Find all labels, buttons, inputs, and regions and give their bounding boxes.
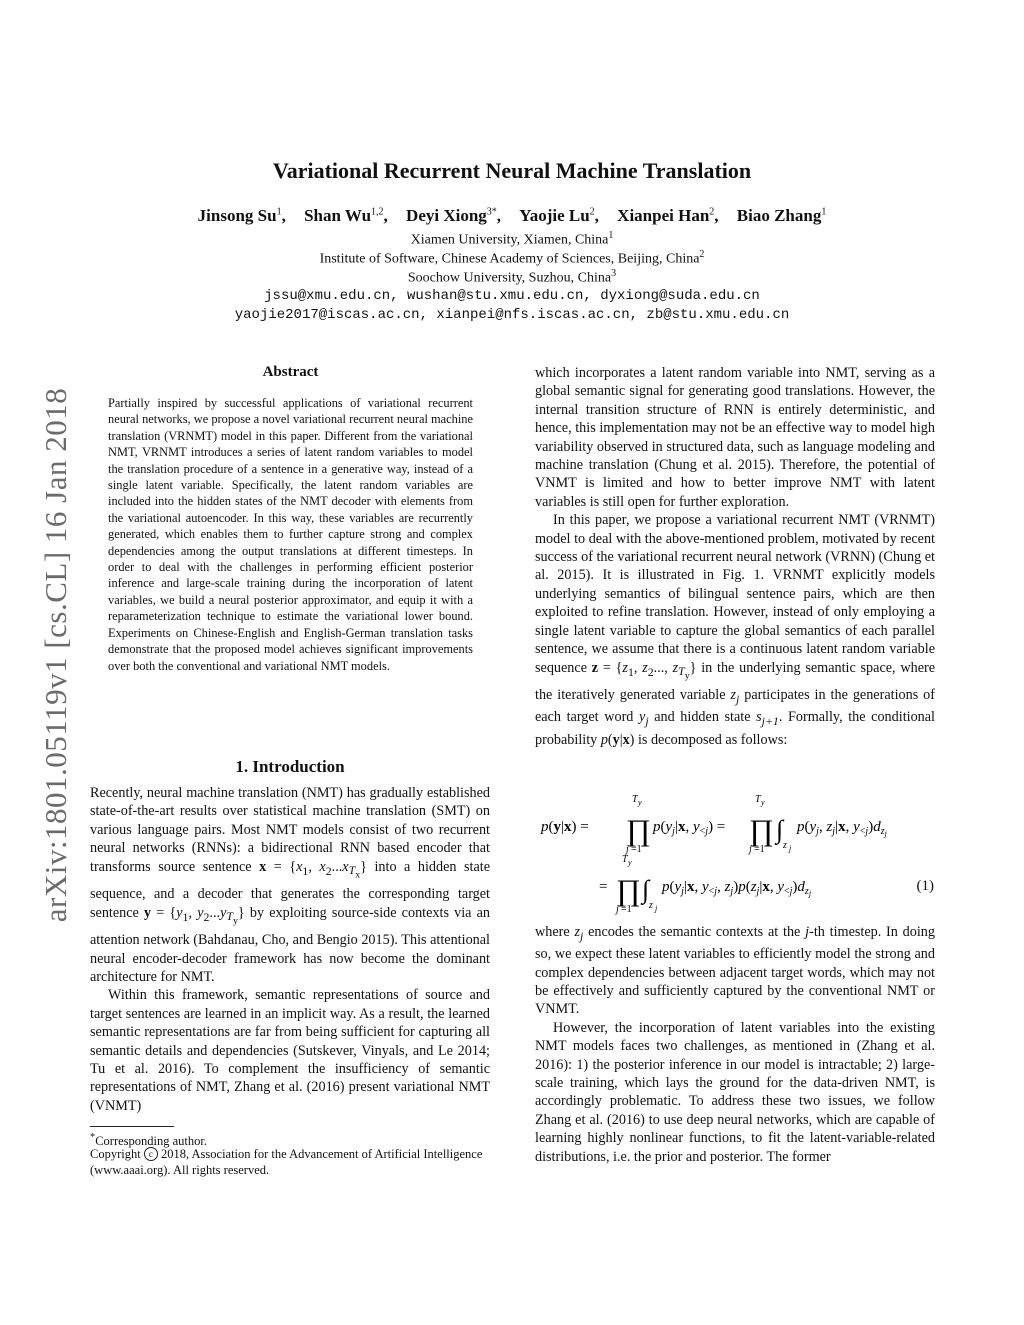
intro-paragraph: In this paper, we propose a variational recurrent NMT (VRNMT) model to deal with the above-mentioned problem, motivated by recent success of the variational recurrent neural network (VRNN) (Chung et al. 2015). It is illustrated in Fig. 1. VRNMT explicitly models underlying semantics of bilingual sentence pairs, which are then exploited to refine translation. However, instead of only employing a single latent variable to capture the global semantics of each parallel sentence, we assume that there is a continuous latent random variable sequence $z = \{z_1$, $z_2$..., $z_{T_y}$} in the underlying semantic space, where the iteratively generated variable $z_j$ participates in the generations of each target word $y_j$ and hidden state $s_{j+1}$. Formally, the conditional probability p(y|x) is decomposed as follows: [535, 512, 936, 748]
svg-text:y: y [638, 798, 642, 807]
footnote-rule [90, 1126, 174, 1127]
author: Xianpei Han$^2$, [617, 206, 719, 225]
svg-text:p(yj|x, y<j, zj)p(zj|x, y<j)dz: $p(y_j|x$, $y_{<j}$, $z_j)p(z_j|x$, $y_{<j})d_zj$ [662, 879, 812, 898]
svg-text:=1: =1 [754, 844, 765, 855]
arxiv-sidebar-stamp: arXiv:1801.05119v1 [cs.CL] 16 Jan 2018 [38, 387, 73, 923]
footnote-corresponding: *Corresponding author. [90, 1132, 207, 1149]
email-line[interactable]: yaojie2017@iscas.ac.cn, xianpei@nfs.iscas.ac.cn, zb@stu.xmu.edu.cn [234, 307, 790, 323]
author: Biao Zhang$^1$ [736, 206, 827, 225]
affiliation: Soochow University, Suzhou, China$^3$ [407, 268, 617, 286]
author: Yaojie Lu$^2$, [519, 206, 599, 225]
svg-text:j: j [616, 904, 619, 915]
svg-text:j: j [789, 844, 792, 853]
intro-paragraph: However, the incorporation of latent variables into the existing NMT models faces two challenges, as mentioned in (Zhang et al. 2016): 1) the posterior inference in our model is intractable; 2) large-scale training, which lays the ground for the data-driven NMT, is accordingly problematic. To address these two issues, we follow Zhang et al. (2016) to use deep neural networks, which are capable of learning highly nonlinear functions, to fit the latent-variable-related distributions, i.e. the prior and posterior. The former [535, 1019, 935, 1165]
left-column-body [90, 784, 490, 1115]
equation-number: (1) [916, 878, 934, 894]
author-list [0, 206, 1024, 226]
footnote-copyright: Copyright c 2018, Association for the Advancement of Artificial Intelligence (www.aaai.org). All rights reserved. [90, 1147, 483, 1177]
svg-text:=1: =1 [621, 904, 632, 915]
intro-paragraph: which incorporates a latent random variable into NMT, serving as a global semantic signal for generating good translations. However, the internal transition structure of RNN is entirely deterministic, and hence, this implementation may not be an effective way to model high variability observed in structured data, such as language modeling and machine translation (Chung et al. 2015). Therefore, the potential of VNMT is limited and how to better improve NMT with latent variables is still open for further exploration. [535, 365, 935, 510]
email-line[interactable]: jssu@xmu.edu.cn, wushan@stu.xmu.edu.cn, dyxiong@suda.edu.cn [264, 288, 760, 304]
intro-paragraph: where $z_j$ encodes the semantic contexts at the j-th timestep. In doing so, we expect these latent variables to efficiently model the strong and complex dependencies between adjacent target words, which may not be effectively and sufficiently captured by the conventional NMT or VNMT. [535, 924, 935, 1018]
right-column-body-top [535, 364, 935, 749]
equation-1 [535, 790, 935, 920]
intro-paragraph: Recently, neural machine translation (NMT) has gradually established state-of-the-art results over statistical machine translation (SMT) on various language pairs. Most NMT models consist of two recurrent neural networks (RNNs): a bidirectional RNN based encoder that transforms source sentence $x = \{x_1$, $x_2...x_{T_x}$} into a hidden state sequence, and a decoder that generates the corresponding target sentence $y = \{y_1$, $y_2...y_{T_y}$} by exploiting source-side contexts via an attention network (Bahdanau, Cho, and Bengio 2015). This attentional neural encoder-decoder framework has now become the dominant architecture for NMT. [90, 785, 491, 986]
abstract-text: Partially inspired by successful applications of variational recurrent neural networks, we propose a novel variational recurrent neural machine translation (VRNMT) model in this paper. Different from the variational NMT, VRNMT introduces a series of latent random variables to model the translation procedure of a sentence in a generative way, instead of a single latent variable. Specifically, the latent random variables are included into the hidden states of the NMT decoder with elements from the variational autoencoder. In this way, these variables are recurrently generated, which enables them to further capture strong and complex dependencies among the output translations at different timesteps. In order to deal with the challenges in performing efficient posterior inference and large-scale training during the incorporation of latent variables, we build a neural posterior approximator, and equip it with a reparameterization technique to estimate the variational lower bound. Experiments on Chinese-English and English-German translation tasks demonstrate that the proposed model achieves significant improvements over both the conventional and variational NMT models. [108, 396, 473, 673]
svg-text:j: j [626, 844, 629, 855]
svg-text:p(yj|x, y<j) =: $p(y_j|x$, $y_{<j}$) = [653, 819, 726, 837]
paper-title: Variational Recurrent Neural Machine Translation [272, 158, 752, 183]
svg-text:j: j [655, 904, 658, 913]
svg-text:y: y [628, 858, 632, 867]
affiliation: Institute of Software, Chinese Academy of Sciences, Beijing, China$^2$ [319, 249, 705, 267]
svg-text:z: z [649, 900, 653, 911]
svg-text:z: z [783, 840, 787, 851]
intro-paragraph: Within this framework, semantic representations of source and target sentences are learned in an implicit way. As a result, the learned semantic representations are far from being sufficient for capturing all semantic details and dependencies (Sutskever, Vinyals, and Le 2014; Tu et al. 2016). To complement the insufficiency of semantic representations of NMT, Zhang et al. (2016) present variational NMT (VNMT) [90, 987, 490, 1114]
svg-text:∏: ∏ [616, 874, 641, 907]
svg-text:T: T [632, 794, 638, 805]
section-heading-introduction: 1. Introduction [235, 757, 345, 776]
svg-text:=1: =1 [631, 844, 642, 855]
svg-text:p(yj, zj|x, y<j)dzj: $p(y_j$, $z_j|x$, $y_{<j})d_zj$ [797, 819, 887, 838]
svg-text:T: T [755, 794, 761, 805]
abstract-heading: Abstract [262, 364, 319, 380]
svg-text:j: j [749, 844, 752, 855]
svg-text:y: y [761, 798, 765, 807]
copyright-symbol: c [144, 1147, 158, 1161]
author: Shan Wu$^{1,2}$, [304, 206, 388, 225]
author: Deyi Xiong$^{3*}$, [406, 206, 502, 225]
affiliation: Xiamen University, Xiamen, China$^1$ [410, 230, 614, 248]
svg-text:∫: ∫ [642, 875, 650, 904]
svg-text:T: T [622, 854, 628, 865]
svg-text:=: = [599, 879, 608, 895]
author: Jinsong Su$^1$, [197, 206, 286, 225]
svg-text:∫: ∫ [776, 815, 784, 844]
svg-text:∏: ∏ [749, 814, 774, 847]
svg-text:p(y|x) =: p(y|x) = [541, 819, 589, 835]
right-column-body-bottom [535, 923, 935, 1166]
svg-text:∏: ∏ [626, 814, 651, 847]
